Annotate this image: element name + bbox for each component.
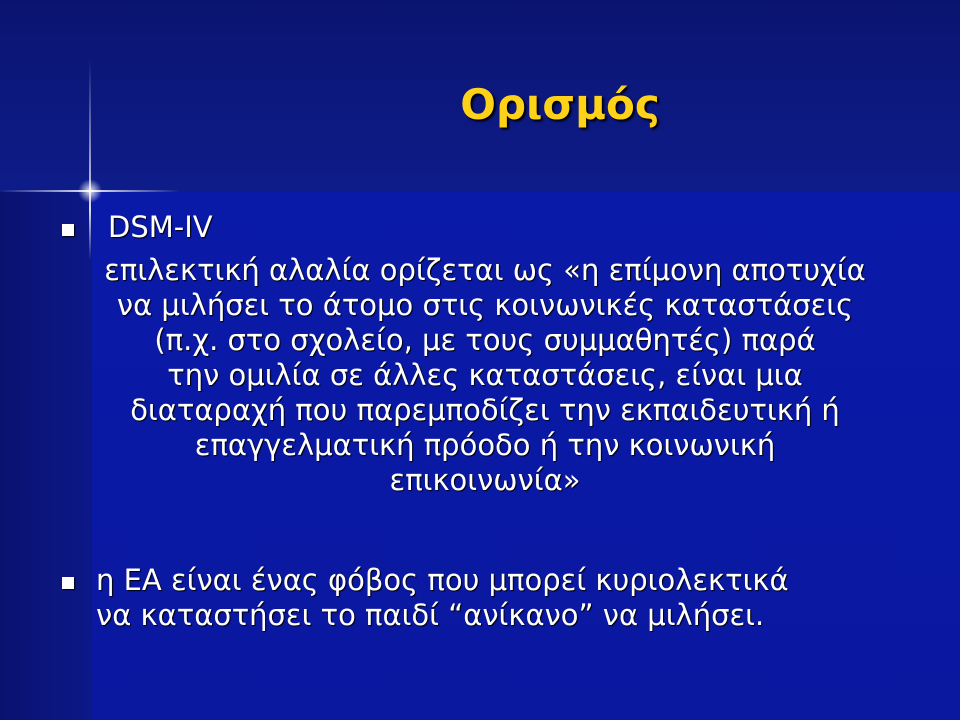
definition-line: επαγγελματική πρόοδο ή την κοινωνική [194, 428, 776, 462]
bullet-text-fear [96, 563, 936, 633]
definition-line: να μιλήσει το άτομο στις κοινωνικές καταστάσεις [116, 288, 854, 322]
bullet-line: να καταστήσει το παιδί “ανίκανο” να μιλήσει. [96, 598, 765, 632]
definition-line: επικοινωνία» [389, 463, 581, 497]
definition-line: επιλεκτική αλαλία ορίζεται ως «η επίμονη αποτυχία [104, 253, 866, 287]
definition-line: (π.χ. στο σχολείο, με τους συμμαθητές) παρά [154, 323, 816, 357]
bullet-line: η ΕΑ είναι ένας φόβος που μπορεί κυριολεκτικά [96, 563, 789, 597]
definition-line: διαταραχή που παρεμποδίζει την εκπαιδευτική ή [130, 393, 840, 427]
bullet-square-icon [62, 577, 74, 589]
definition-paragraph [50, 253, 920, 498]
bullet-label-dsm: DSM-IV [108, 210, 213, 244]
slide-title: Ορισμός [460, 80, 660, 129]
bullet-square-icon [62, 224, 74, 236]
definition-line: την ομιλία σε άλλες καταστάσεις, είναι μια [167, 358, 803, 392]
